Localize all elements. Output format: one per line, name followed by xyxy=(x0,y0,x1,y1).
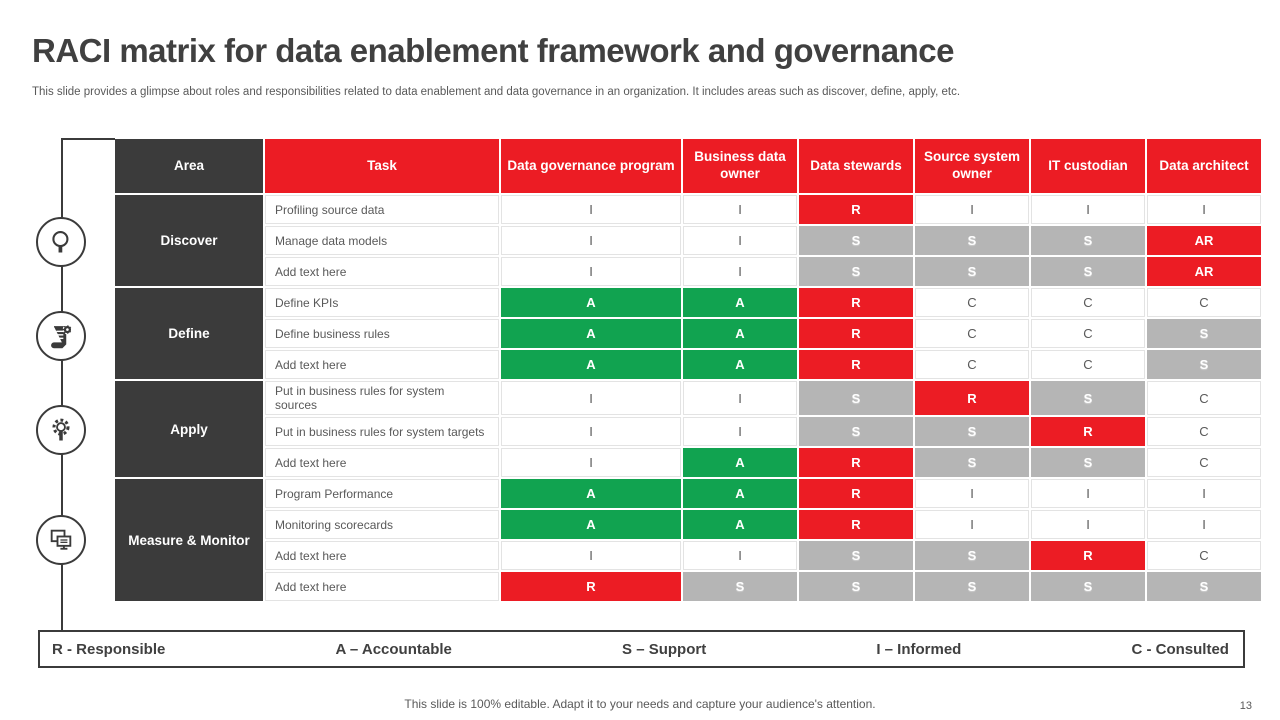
raci-cell: C xyxy=(915,319,1029,348)
slide-subtitle: This slide provides a glimpse about roles and responsibilities related to data enablement and data governance in an organization. It includes areas such as discover, define, apply, etc. xyxy=(32,86,961,98)
raci-cell: C xyxy=(1031,319,1145,348)
task-cell: Program Performance xyxy=(265,479,499,508)
raci-cell: S xyxy=(915,226,1029,255)
raci-cell: A xyxy=(501,288,681,317)
raci-cell: R xyxy=(799,479,913,508)
raci-cell: A xyxy=(501,479,681,508)
column-header: Source system owner xyxy=(915,139,1029,193)
raci-cell: S xyxy=(1031,226,1145,255)
raci-cell: A xyxy=(683,350,797,379)
raci-cell: C xyxy=(1147,541,1261,570)
table-row xyxy=(115,541,1261,570)
raci-legend xyxy=(38,630,1245,668)
table-body xyxy=(115,195,1261,601)
raci-cell: S xyxy=(799,541,913,570)
table-row xyxy=(115,319,1261,348)
raci-cell: I xyxy=(1147,195,1261,224)
raci-cell: I xyxy=(683,541,797,570)
raci-matrix-table xyxy=(113,137,1263,603)
raci-cell: R xyxy=(915,381,1029,415)
table-row xyxy=(115,257,1261,286)
raci-cell: R xyxy=(1031,541,1145,570)
rail-horizontal-connector xyxy=(61,138,115,140)
raci-cell: I xyxy=(683,195,797,224)
raci-cell: I xyxy=(683,381,797,415)
column-header: Data architect xyxy=(1147,139,1261,193)
task-cell: Put in business rules for system sources xyxy=(265,381,499,415)
raci-cell: I xyxy=(501,541,681,570)
raci-cell: I xyxy=(915,195,1029,224)
raci-cell: R xyxy=(1031,417,1145,446)
column-header: IT custodian xyxy=(1031,139,1145,193)
table-row xyxy=(115,288,1261,317)
task-cell: Add text here xyxy=(265,541,499,570)
raci-cell: I xyxy=(683,226,797,255)
raci-cell: S xyxy=(1147,572,1261,601)
column-header: Data governance program xyxy=(501,139,681,193)
raci-cell: S xyxy=(915,541,1029,570)
raci-cell: I xyxy=(1031,510,1145,539)
page-number: 13 xyxy=(1239,700,1252,712)
raci-cell: I xyxy=(1147,510,1261,539)
scroll-gear-icon xyxy=(36,311,86,361)
column-header: Area xyxy=(115,139,263,193)
raci-cell: A xyxy=(683,448,797,477)
area-cell: Discover xyxy=(115,195,263,286)
raci-cell: I xyxy=(501,226,681,255)
table-row xyxy=(115,510,1261,539)
table-row xyxy=(115,417,1261,446)
raci-cell: I xyxy=(683,417,797,446)
task-cell: Define business rules xyxy=(265,319,499,348)
raci-cell: C xyxy=(1147,448,1261,477)
raci-cell: I xyxy=(1031,479,1145,508)
raci-cell: R xyxy=(799,195,913,224)
table-row xyxy=(115,572,1261,601)
legend-item: I – Informed xyxy=(876,640,962,658)
task-cell: Add text here xyxy=(265,448,499,477)
table-row xyxy=(115,226,1261,255)
raci-cell: A xyxy=(683,319,797,348)
legend-item: R - Responsible xyxy=(52,640,166,658)
raci-cell: I xyxy=(501,448,681,477)
raci-cell: S xyxy=(915,417,1029,446)
legend-item: C - Consulted xyxy=(1131,640,1229,658)
raci-cell: S xyxy=(799,572,913,601)
raci-cell: S xyxy=(915,448,1029,477)
task-cell: Add text here xyxy=(265,257,499,286)
raci-cell: S xyxy=(1147,350,1261,379)
table-row xyxy=(115,381,1261,415)
raci-cell: I xyxy=(501,195,681,224)
raci-cell: I xyxy=(915,510,1029,539)
raci-cell: C xyxy=(1031,350,1145,379)
legend-item: S – Support xyxy=(622,640,707,658)
task-cell: Manage data models xyxy=(265,226,499,255)
table-row xyxy=(115,195,1261,224)
task-cell: Add text here xyxy=(265,350,499,379)
raci-cell: C xyxy=(915,288,1029,317)
table-row xyxy=(115,448,1261,477)
raci-cell: S xyxy=(915,572,1029,601)
raci-cell: R xyxy=(799,510,913,539)
raci-cell: S xyxy=(1031,381,1145,415)
raci-cell: I xyxy=(683,257,797,286)
task-cell: Profiling source data xyxy=(265,195,499,224)
raci-cell: C xyxy=(1147,288,1261,317)
page-title: RACI matrix for data enablement framework and governance xyxy=(32,32,954,69)
footer-note: This slide is 100% editable. Adapt it to your needs and capture your audience's attention. xyxy=(404,697,876,711)
table-row xyxy=(115,479,1261,508)
raci-cell: S xyxy=(799,226,913,255)
raci-cell: A xyxy=(683,510,797,539)
raci-cell: S xyxy=(1031,257,1145,286)
table-row xyxy=(115,350,1261,379)
task-cell: Put in business rules for system targets xyxy=(265,417,499,446)
magnifier-icon xyxy=(36,217,86,267)
column-header: Data stewards xyxy=(799,139,913,193)
raci-cell: S xyxy=(799,257,913,286)
legend-item: A – Accountable xyxy=(335,640,452,658)
area-cell: Define xyxy=(115,288,263,379)
raci-cell: I xyxy=(1031,195,1145,224)
raci-cell: I xyxy=(501,257,681,286)
task-cell: Monitoring scorecards xyxy=(265,510,499,539)
raci-cell: S xyxy=(915,257,1029,286)
raci-cell: A xyxy=(501,510,681,539)
raci-cell: C xyxy=(915,350,1029,379)
raci-cell: S xyxy=(799,417,913,446)
raci-cell: A xyxy=(501,319,681,348)
raci-cell: I xyxy=(501,381,681,415)
raci-cell: C xyxy=(1031,288,1145,317)
raci-cell: R xyxy=(501,572,681,601)
raci-cell: I xyxy=(501,417,681,446)
raci-cell: R xyxy=(799,319,913,348)
column-header: Task xyxy=(265,139,499,193)
raci-cell: S xyxy=(1031,448,1145,477)
table-header-row xyxy=(115,139,1261,193)
raci-cell: S xyxy=(799,381,913,415)
monitor-screens-icon xyxy=(36,515,86,565)
raci-cell: A xyxy=(501,350,681,379)
raci-cell: I xyxy=(1147,479,1261,508)
raci-cell: I xyxy=(915,479,1029,508)
task-cell: Add text here xyxy=(265,572,499,601)
raci-cell: R xyxy=(799,288,913,317)
area-cell: Measure & Monitor xyxy=(115,479,263,601)
raci-cell: S xyxy=(1031,572,1145,601)
raci-cell: R xyxy=(799,350,913,379)
raci-cell: C xyxy=(1147,381,1261,415)
raci-cell: S xyxy=(683,572,797,601)
raci-cell: AR xyxy=(1147,226,1261,255)
column-header: Business data owner xyxy=(683,139,797,193)
raci-cell: R xyxy=(799,448,913,477)
area-cell: Apply xyxy=(115,381,263,477)
task-cell: Define KPIs xyxy=(265,288,499,317)
raci-cell: C xyxy=(1147,417,1261,446)
raci-cell: A xyxy=(683,479,797,508)
raci-cell: AR xyxy=(1147,257,1261,286)
raci-cell: A xyxy=(683,288,797,317)
raci-cell: S xyxy=(1147,319,1261,348)
gear-touch-icon xyxy=(36,405,86,455)
